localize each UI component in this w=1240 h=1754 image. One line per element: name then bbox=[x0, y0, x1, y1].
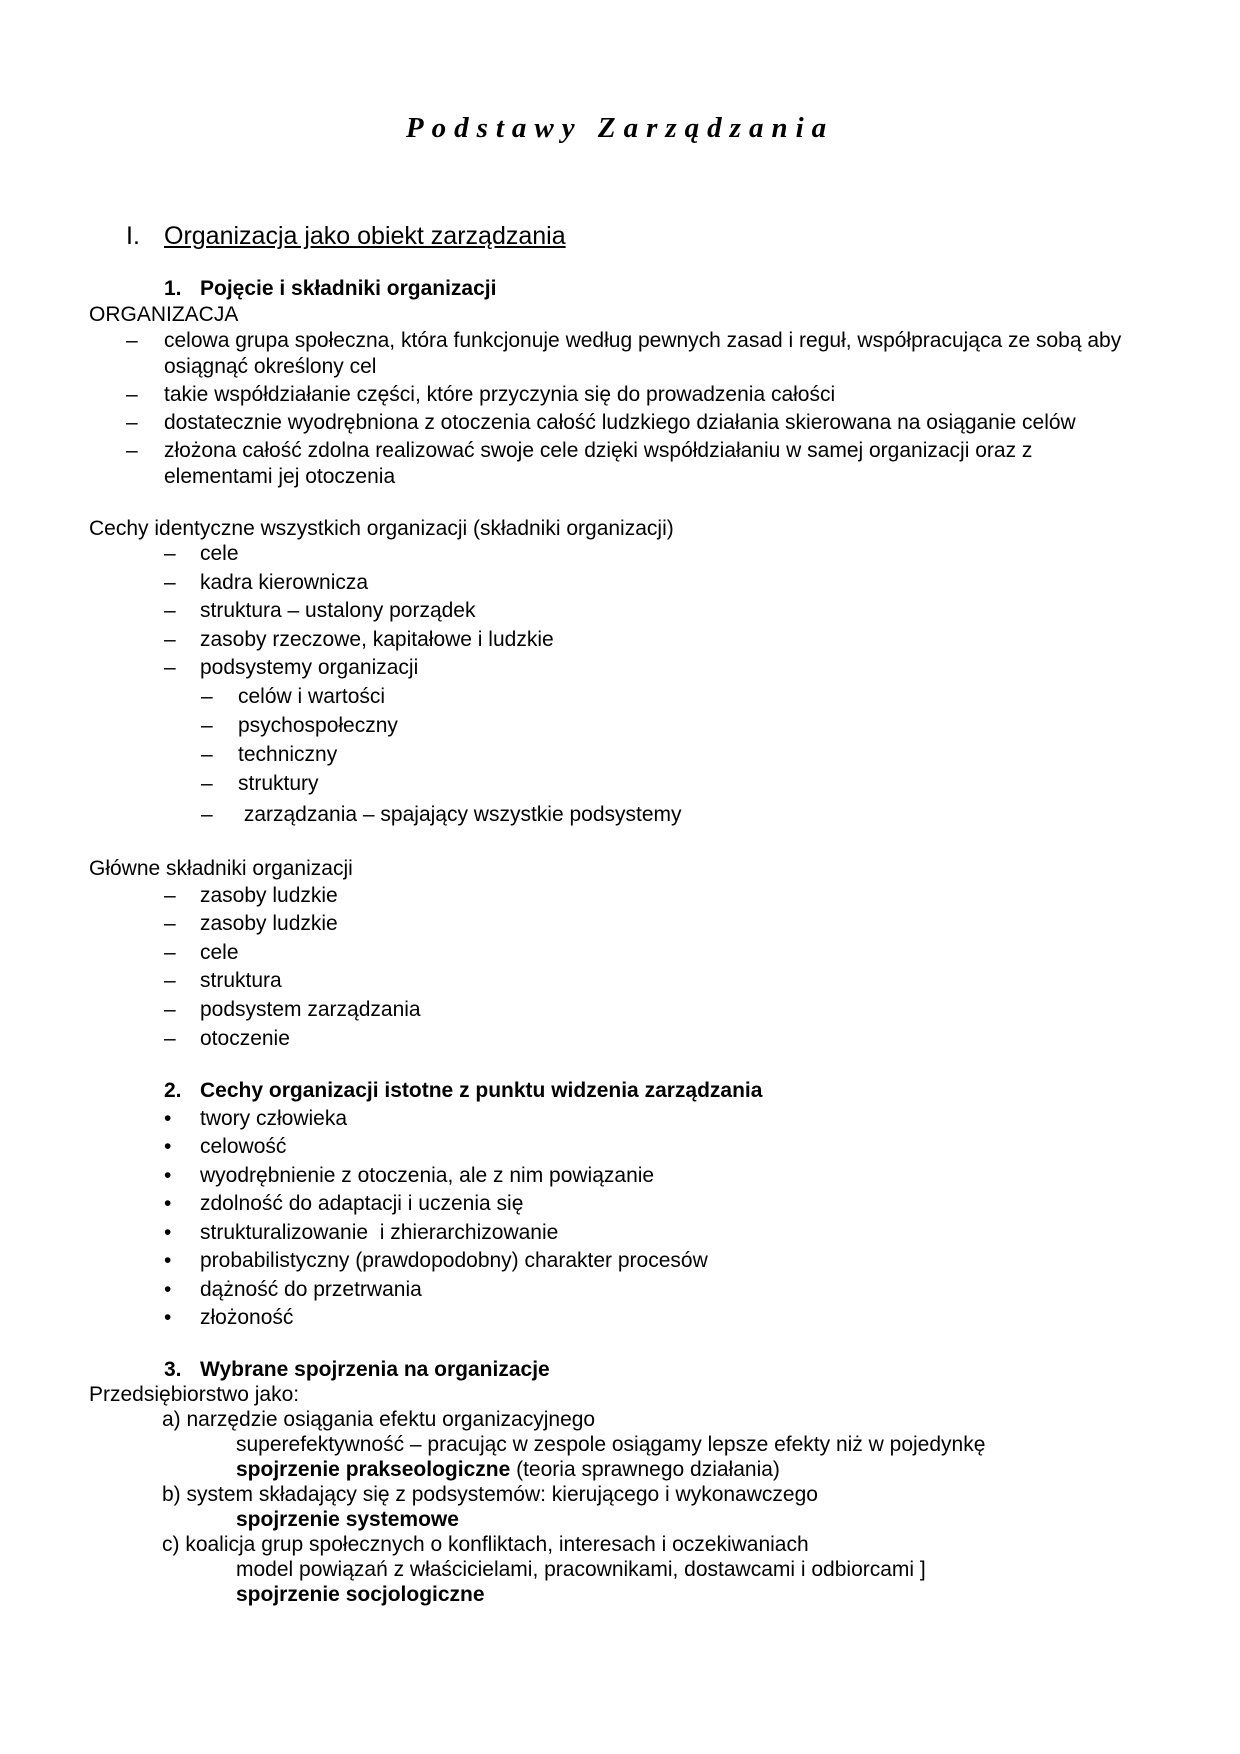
organizacja-label: ORGANIZACJA bbox=[89, 303, 239, 326]
bullet-marker: • bbox=[164, 1164, 172, 1187]
list-item: otoczenie bbox=[200, 1027, 290, 1050]
list-item: podsystem zarządzania bbox=[200, 998, 421, 1021]
section-heading bbox=[164, 223, 566, 249]
dash-marker: – bbox=[164, 998, 176, 1021]
list-item: dostatecznie wyodrębniona z otoczenia całość ludzkiego działania skierowana na osiąganie celów bbox=[164, 411, 1076, 434]
view-a-name-rest: (teoria sprawnego działania) bbox=[510, 1458, 780, 1481]
list-item: strukturalizowanie i zhierarchizowanie bbox=[200, 1221, 559, 1244]
list-item: cele bbox=[200, 941, 239, 964]
subsection-number: 2. bbox=[164, 1079, 182, 1102]
dash-marker: – bbox=[164, 969, 176, 992]
subsection-number: 3. bbox=[164, 1358, 182, 1381]
bullet-marker: • bbox=[164, 1278, 172, 1301]
subsection-heading: Cechy organizacji istotne z punktu widzenia zarządzania bbox=[200, 1079, 763, 1102]
list-item: podsystemy organizacji bbox=[200, 656, 419, 679]
cechy-label: Cechy identyczne wszystkich organizacji (składniki organizacji) bbox=[89, 517, 674, 540]
dash-marker: – bbox=[201, 803, 213, 826]
document-title: Podstawy Zarządzania bbox=[405, 112, 835, 144]
subsection-heading: Pojęcie i składniki organizacji bbox=[200, 277, 497, 300]
subsection-number: 1. bbox=[164, 277, 182, 300]
view-a: a) narzędzie osiągania efektu organizacyjnego bbox=[162, 1408, 596, 1431]
list-item: złożona całość zdolna realizować swoje cele dzięki współdziałaniu w samej organizacji oraz z elementami jej otoczenia bbox=[164, 439, 1033, 488]
list-item: struktura – ustalony porządek bbox=[200, 599, 476, 622]
section-number: I. bbox=[126, 222, 140, 250]
dash-marker: – bbox=[164, 656, 176, 679]
bullet-marker: • bbox=[164, 1306, 172, 1329]
przedsiebiorstwo-label: Przedsiębiorstwo jako: bbox=[89, 1383, 300, 1406]
bullet-marker: • bbox=[164, 1107, 172, 1130]
list-item: dążność do przetrwania bbox=[200, 1278, 422, 1301]
dash-marker: – bbox=[201, 714, 213, 737]
bullet-marker: • bbox=[164, 1135, 172, 1158]
dash-marker: – bbox=[164, 542, 176, 565]
view-c: c) koalicja grup społecznych o konfliktach, interesach i oczekiwaniach bbox=[162, 1533, 809, 1556]
list-item: struktury bbox=[238, 772, 319, 795]
bullet-marker: • bbox=[164, 1221, 172, 1244]
list-item: zdolność do adaptacji i uczenia się bbox=[200, 1192, 524, 1215]
view-a-name-bold: spojrzenie prakseologiczne bbox=[236, 1458, 511, 1481]
view-c-detail: model powiązań z właścicielami, pracownikami, dostawcami i odbiorcami ] bbox=[236, 1558, 926, 1581]
dash-marker: – bbox=[126, 439, 138, 462]
list-item: kadra kierownicza bbox=[200, 571, 369, 594]
dash-marker: – bbox=[164, 1027, 176, 1050]
list-item: zasoby ludzkie bbox=[200, 912, 338, 935]
glowne-label: Główne składniki organizacji bbox=[89, 857, 353, 880]
view-c-name: spojrzenie socjologiczne bbox=[236, 1583, 485, 1606]
view-a-name bbox=[236, 1457, 780, 1483]
bullet-marker: • bbox=[164, 1192, 172, 1215]
view-b: b) system składający się z podsystemów: kierującego i wykonawczego bbox=[162, 1483, 818, 1506]
dash-marker: – bbox=[126, 329, 138, 352]
dash-marker: – bbox=[164, 912, 176, 935]
dash-marker: – bbox=[126, 383, 138, 406]
list-item: wyodrębnienie z otoczenia, ale z nim powiązanie bbox=[200, 1164, 655, 1187]
list-item: struktura bbox=[200, 969, 282, 992]
dash-marker: – bbox=[201, 743, 213, 766]
list-item: probabilistyczny (prawdopodobny) charakter procesów bbox=[200, 1249, 708, 1272]
dash-marker: – bbox=[126, 411, 138, 434]
list-item: zasoby rzeczowe, kapitałowe i ludzkie bbox=[200, 628, 554, 651]
list-item: techniczny bbox=[238, 743, 338, 766]
list-item: twory człowieka bbox=[200, 1107, 348, 1130]
list-item: zarządzania – spajający wszystkie podsystemy bbox=[238, 803, 682, 826]
subsection-heading: Wybrane spojrzenia na organizacje bbox=[200, 1358, 550, 1381]
bullet-marker: • bbox=[164, 1249, 172, 1272]
section-heading-label: Organizacja jako obiekt zarządzania bbox=[164, 222, 566, 250]
list-item: celów i wartości bbox=[238, 685, 386, 708]
dash-marker: – bbox=[164, 628, 176, 651]
dash-marker: – bbox=[164, 941, 176, 964]
list-item: psychospołeczny bbox=[238, 714, 398, 737]
list-item: takie współdziałanie części, które przyczynia się do prowadzenia całości bbox=[164, 383, 836, 406]
list-item: celowość bbox=[200, 1135, 287, 1158]
dash-marker: – bbox=[164, 884, 176, 907]
dash-marker: – bbox=[164, 571, 176, 594]
dash-marker: – bbox=[201, 772, 213, 795]
dash-marker: – bbox=[201, 685, 213, 708]
list-item: cele bbox=[200, 542, 239, 565]
list-item: celowa grupa społeczna, która funkcjonuje według pewnych zasad i reguł, współpracująca ze sobą aby osiągnąć określony cel bbox=[164, 329, 1122, 378]
list-item: zasoby ludzkie bbox=[200, 884, 338, 907]
list-item: złożoność bbox=[200, 1306, 294, 1329]
view-a-detail: superefektywność – pracując w zespole osiągamy lepsze efekty niż w pojedynkę bbox=[236, 1433, 986, 1456]
dash-marker: – bbox=[164, 599, 176, 622]
view-b-name: spojrzenie systemowe bbox=[236, 1508, 459, 1531]
